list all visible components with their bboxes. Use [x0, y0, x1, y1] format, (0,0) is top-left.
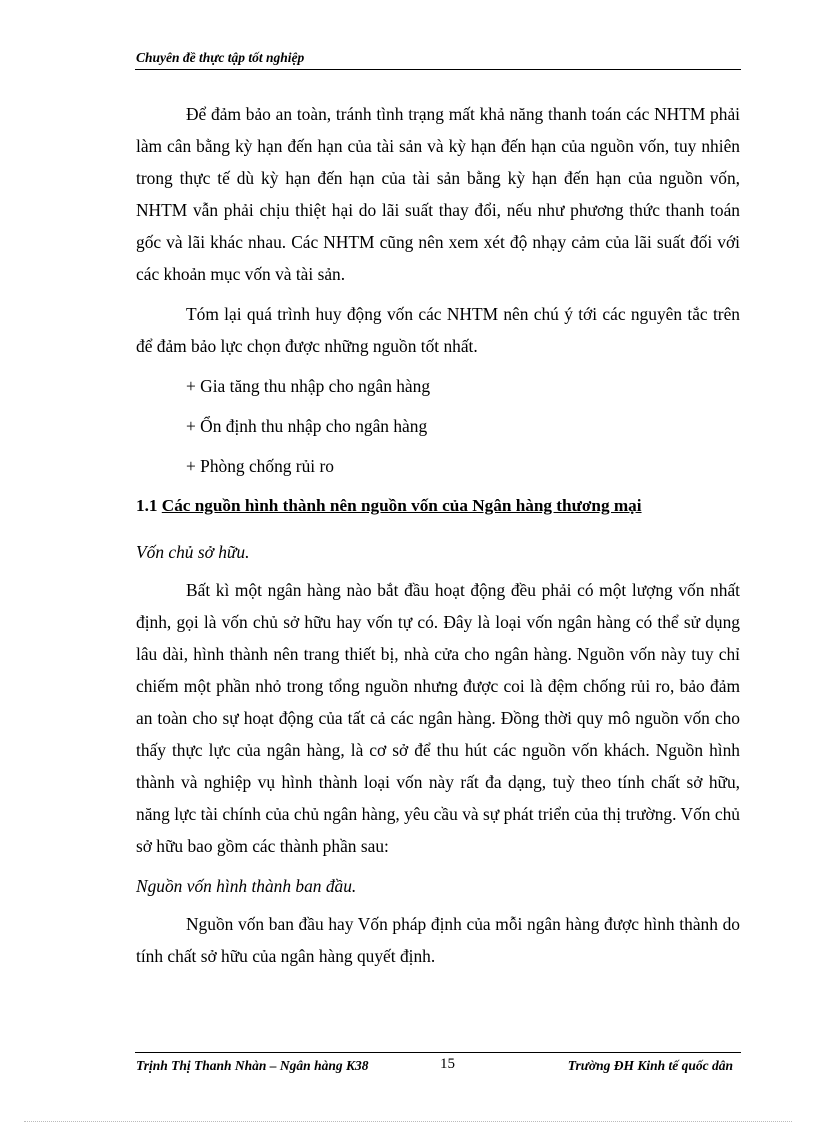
page-footer — [135, 1052, 741, 1078]
bullet-item-3: + Phòng chống rủi ro — [186, 456, 334, 476]
page-header — [135, 48, 741, 70]
footer-author: Trịnh Thị Thanh Nhàn – Ngân hàng K38 — [136, 1058, 369, 1073]
paragraph-summary: Tóm lại quá trình huy động vốn các NHTM nên chú ý tới các nguyên tắc trên để đảm bảo lực chọn được những nguồn tốt nhất. — [136, 304, 740, 356]
section-title: Các nguồn hình thành nên nguồn vốn của Ngân hàng thương mại — [161, 496, 642, 515]
paragraph-equity: Bất kì một ngân hàng nào bắt đầu hoạt động đều phải có một lượng vốn nhất định, gọi là vốn chủ sở hữu hay vốn tự có. Đây là loại vốn ngân hàng có thể sử dụng lâu dài, hình thành nên trang thiết bị, nhà cửa cho ngân hàng. Nguồn vốn này tuy chỉ chiếm một phần nhỏ trong tổng nguồn nhưng được coi là đệm chống rủi ro, bảo đảm an toàn cho sự hoạt động của tất cả các ngân hàng. Đồng thời quy mô nguồn vốn cho thấy thực lực của ngân hàng, là cơ sở để thu hút các nguồn vốn khách. Nguồn hình thành và nghiệp vụ hình thành loại vốn này rất đa dạng, tuỳ theo tính chất sở hữu, năng lực tài chính của chủ ngân hàng, yêu cầu và sự phát triển của thị trường. Vốn chủ sở hữu bao gồm các thành phần sau: — [136, 580, 740, 856]
paragraph-liquidity: Để đảm bảo an toàn, tránh tình trạng mất khả năng thanh toán các NHTM phải làm cân bằng kỳ hạn đến hạn của tài sản và kỳ hạn đến hạn của nguồn vốn, tuy nhiên trong thực tế dù kỳ hạn đến hạn của tài sản bằng kỳ hạn đến hạn của nguồn vốn, NHTM vẫn phải chịu thiệt hại do lãi suất thay đổi, nếu như phương thức thanh toán gốc và lãi khác nhau. Các NHTM cũng nên xem xét độ nhạy cảm của lãi suất đối với các khoản mục vốn và tài sản. — [136, 104, 740, 284]
footer-school: Trường ĐH Kinh tế quốc dân — [567, 1058, 733, 1073]
section-number: 1.1 — [136, 496, 158, 515]
subheading-equity: Vốn chủ sở hữu. — [136, 542, 250, 562]
page-bottom-divider — [24, 1121, 792, 1122]
page-body — [136, 98, 740, 980]
subheading-initial-capital: Nguồn vốn hình thành ban đầu. — [136, 876, 357, 896]
section-heading — [136, 490, 740, 522]
bullet-item-1: + Gia tăng thu nhập cho ngân hàng — [186, 376, 431, 396]
paragraph-initial-capital: Nguồn vốn ban đầu hay Vốn pháp định của mỗi ngân hàng được hình thành do tính chất sở hữu của ngân hàng quyết định. — [136, 914, 740, 966]
bullet-item-2: + Ổn định thu nhập cho ngân hàng — [186, 416, 428, 436]
page-number: 15 — [440, 1056, 455, 1072]
header-title: Chuyên đề thực tập tốt nghiệp — [136, 50, 305, 65]
